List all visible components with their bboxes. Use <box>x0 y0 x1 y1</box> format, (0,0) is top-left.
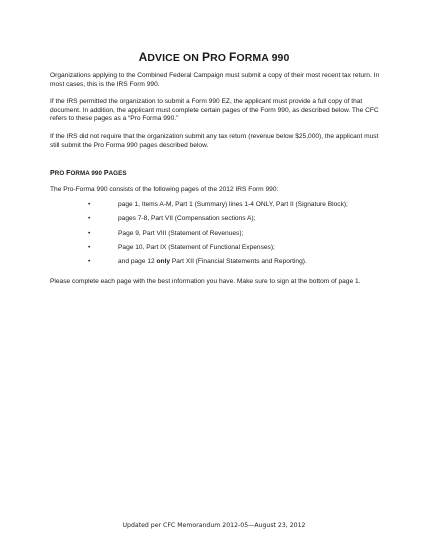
heading-initial-f: F <box>66 170 71 177</box>
bullet-icon: • <box>88 243 91 251</box>
list-item <box>50 215 390 229</box>
list-item-text: page 1, Items A-M, Part 1 (Summary) lines 1-4 ONLY, Part II (Signature Block); <box>118 201 348 208</box>
list-item-emphasis: only <box>156 258 171 266</box>
title-text-2: RO <box>210 52 230 64</box>
list-item <box>50 230 390 244</box>
list-item <box>50 258 390 272</box>
title-initial: A <box>138 50 148 64</box>
pages-list <box>50 201 390 272</box>
document-title <box>0 50 428 64</box>
paragraph-intro: Organizations applying to the Combined Federal Campaign must submit a copy of their most recent tax return. In most cases, this is the IRS Form 990. <box>50 72 380 88</box>
title-text-1: DVICE ON <box>147 52 202 64</box>
title-initial-f: F <box>229 50 237 64</box>
paragraph-990ez: If the IRS permitted the organization to submit a Form 990 EZ, the applicant must provide a full copy of that document. In addition, the applicant must complete certain pages of the Form 990, as described below. The CFC refers to these pages as a “Pro Forma 990.” <box>50 98 379 123</box>
paragraph-consists-of: The Pro-Forma 990 consists of the following pages of the 2012 IRS Form 990: <box>50 186 279 193</box>
list-item-text-pre: and page 12 <box>118 258 157 266</box>
bullet-icon: • <box>88 258 91 266</box>
list-item-text: Page 10, Part IX (Statement of Functional Expenses); <box>118 243 275 251</box>
title-initial-p: P <box>201 50 211 64</box>
heading-text-2: ORMA 990 <box>70 170 104 177</box>
heading-text-3: AGES <box>108 170 127 177</box>
list-item-text: pages 7-8, Part VII (Compensation sections A); <box>118 215 256 223</box>
heading-initial-pg: P <box>103 170 109 177</box>
paragraph-no-return: If the IRS did not require that the organization submit any tax return (revenue below $25,000), the applicant must still submit the Pro Forma 990 pages described below. <box>50 133 379 149</box>
title-text-3: ORMA 990 <box>236 52 290 64</box>
list-item <box>50 244 390 258</box>
paragraph-closing: Please complete each page with the best information you have. Make sure to sign at the bottom of page 1. <box>50 278 361 285</box>
heading-text-1: RO <box>54 170 67 177</box>
section-heading <box>50 170 127 179</box>
bullet-icon: • <box>88 201 91 208</box>
bullet-icon: • <box>88 229 91 237</box>
list-item <box>50 201 390 215</box>
page-footer: Updated per CFC Memorandum 2012-05—August 23, 2012 <box>122 522 306 529</box>
list-item-text-post: Part XII (Financial Statements and Reporting). <box>170 258 307 266</box>
bullet-icon: • <box>88 215 91 223</box>
heading-initial-p: P <box>50 170 55 177</box>
list-item-text: Page 9, Part VIII (Statement of Revenues); <box>118 229 244 237</box>
